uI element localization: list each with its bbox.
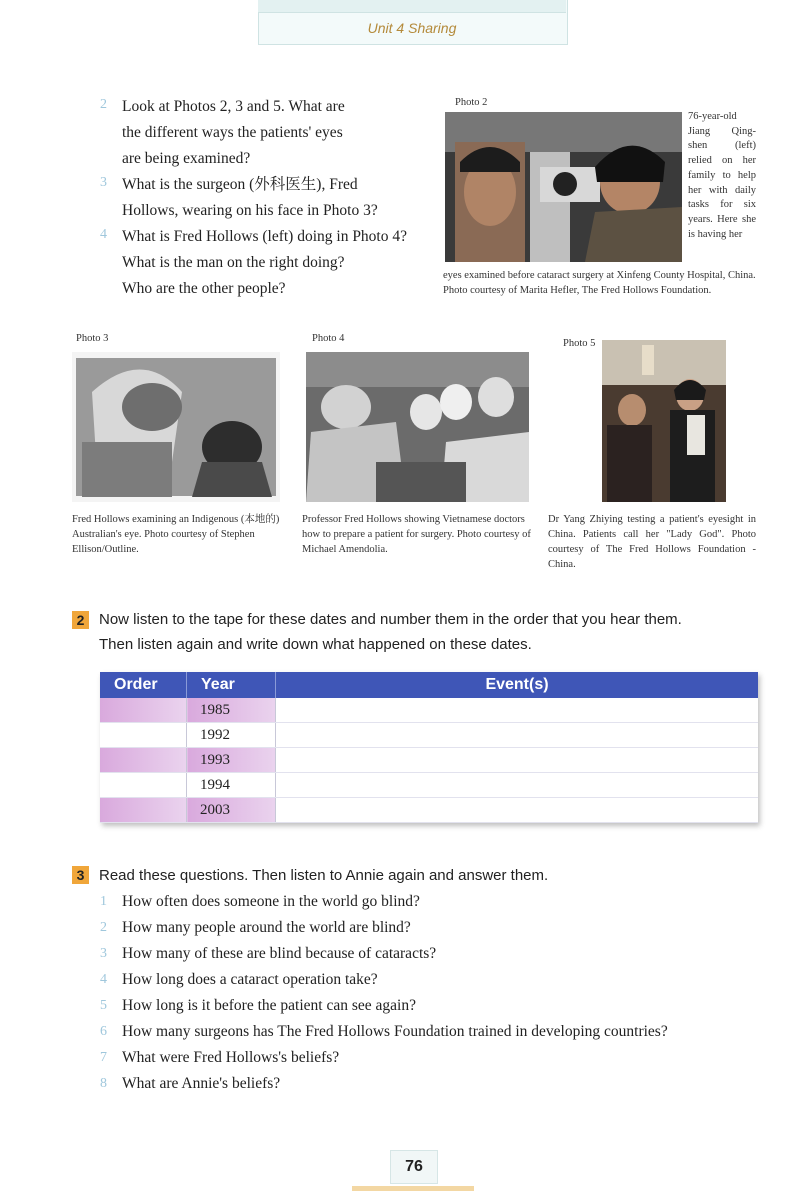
question-number: 1: [100, 894, 107, 909]
table-row: [100, 698, 758, 723]
question-line: Look at Photos 2, 3 and 5. What are: [122, 98, 345, 115]
question-text: How long is it before the patient can see again?: [122, 997, 416, 1014]
photo-4-image: [306, 352, 529, 502]
photo-2-caption-bottom: eyes examined before cataract surgery at Xinfeng County Hospital, China. Photo courtesy of Marita Hefler, The Fred Hollows Foundation.: [443, 270, 756, 296]
year-cell: 1993: [187, 748, 276, 773]
photo-5-label: Photo 5: [563, 338, 596, 349]
question-text: How many of these are blind because of cataracts?: [122, 945, 437, 962]
event-cell[interactable]: [276, 773, 759, 798]
unit-title: Unit 4 Sharing: [367, 20, 457, 36]
question-line: are being examined?: [122, 150, 251, 167]
year-cell: 1985: [187, 698, 276, 723]
order-cell[interactable]: [100, 748, 187, 773]
year-cell: 2003: [187, 798, 276, 823]
question-number: 6: [100, 1024, 107, 1039]
header-decoration: [258, 0, 566, 13]
question-text: How long does a cataract operation take?: [122, 971, 378, 988]
intro-question-4: [122, 224, 407, 302]
event-cell[interactable]: [276, 798, 759, 823]
column-header-events: Event(s): [276, 672, 759, 698]
question-text: How many people around the world are blind?: [122, 919, 411, 936]
table-row: [100, 773, 758, 798]
question-line: Hollows, wearing on his face in Photo 3?: [122, 202, 378, 219]
column-header-year: Year: [187, 672, 276, 698]
order-cell[interactable]: [100, 723, 187, 748]
intro-question-2: [122, 94, 345, 172]
table-row: [100, 723, 758, 748]
question-number: 5: [100, 998, 107, 1013]
photo-3-image: [72, 352, 280, 502]
question-line: What is Fred Hollows (left) doing in Photo 4?: [122, 228, 407, 245]
section-3-intro: Read these questions. Then listen to Annie again and answer them.: [99, 867, 549, 884]
question-number: 8: [100, 1076, 107, 1091]
photo-3-label: Photo 3: [76, 333, 109, 344]
event-cell[interactable]: [276, 698, 759, 723]
question-number: 2: [100, 97, 107, 112]
year-cell: 1992: [187, 723, 276, 748]
order-cell[interactable]: [100, 798, 187, 823]
question-text: What were Fred Hollows's beliefs?: [122, 1049, 340, 1066]
photo-5-caption: Dr Yang Zhiying testing a patient's eyesight in China. Patients call her "Lady God". Photo courtesy of The Fred Hollows Foundation - China.: [548, 514, 756, 570]
question-line: the different ways the patients' eyes: [122, 124, 343, 141]
photo-4-caption: Professor Fred Hollows showing Vietnamese doctors how to prepare a patient for surgery. Photo courtesy of Michael Amendolia.: [302, 514, 531, 555]
event-cell[interactable]: [276, 748, 759, 773]
order-cell[interactable]: [100, 698, 187, 723]
photo-5-image: [602, 340, 726, 502]
year-cell: 1994: [187, 773, 276, 798]
question-line: What is the surgeon (外科医生), Fred: [122, 176, 358, 193]
question-number: 3: [100, 946, 107, 961]
instruction-line: Then listen again and write down what happened on these dates.: [99, 636, 532, 653]
photo-2-label: Photo 2: [455, 97, 488, 108]
intro-question-3: [122, 172, 378, 224]
question-number: 2: [100, 920, 107, 935]
question-text: How many surgeons has The Fred Hollows Foundation trained in developing countries?: [122, 1023, 668, 1040]
event-cell[interactable]: [276, 723, 759, 748]
events-table: [100, 672, 758, 823]
table-row: [100, 798, 758, 823]
table-row: [100, 748, 758, 773]
photo-2-caption-side: 76-year-old Jiang Qing-shen (left) relied on her family to help her with daily tasks for six years. Here she is having her: [688, 111, 756, 240]
question-number: 4: [100, 227, 107, 242]
section-3-badge: 3: [72, 866, 89, 884]
question-number: 4: [100, 972, 107, 987]
question-line: What is the man on the right doing?: [122, 254, 345, 271]
section-2-instructions: [99, 607, 764, 657]
question-line: Who are the other people?: [122, 280, 286, 297]
photo-4-label: Photo 4: [312, 333, 345, 344]
question-text: What are Annie's beliefs?: [122, 1075, 281, 1092]
question-number: 3: [100, 175, 107, 190]
section-2-badge: 2: [72, 611, 89, 629]
photo-3-caption: Fred Hollows examining an Indigenous (本地的) Australian's eye. Photo courtesy of Stephen Ellison/Outline.: [72, 514, 280, 555]
column-header-order: Order: [100, 672, 187, 698]
order-cell[interactable]: [100, 773, 187, 798]
page-number: 76: [390, 1150, 438, 1184]
question-text: How often does someone in the world go blind?: [122, 893, 420, 910]
photo-2-image: [445, 112, 682, 262]
question-number: 7: [100, 1050, 107, 1065]
page-footer-decoration: [352, 1186, 474, 1191]
instruction-line: Now listen to the tape for these dates and number them in the order that you hear them.: [99, 611, 682, 628]
